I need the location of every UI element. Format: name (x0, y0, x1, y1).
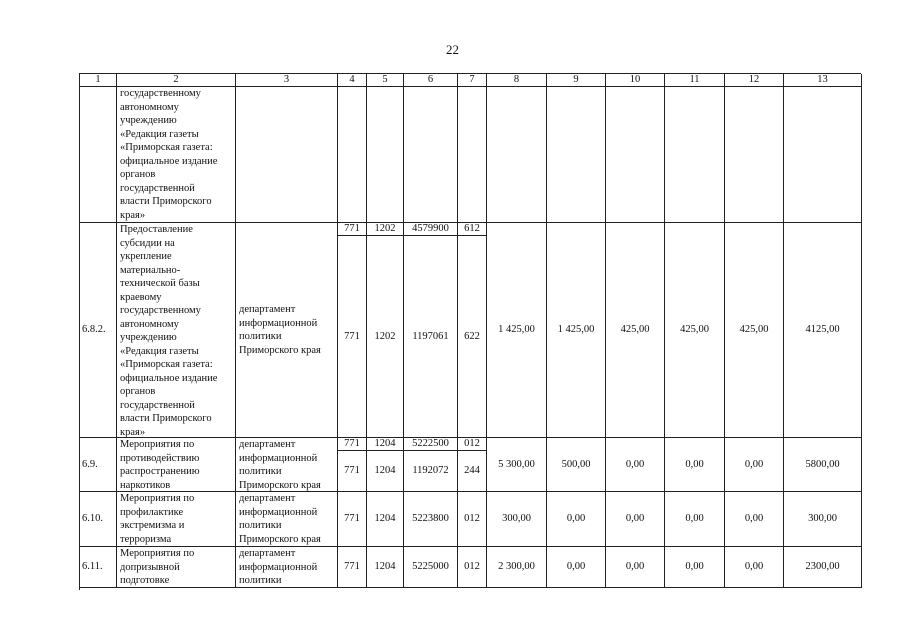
code-col-5: 1204 (367, 547, 404, 588)
value-col-8: 300,00 (487, 492, 547, 547)
cont-row-cell (665, 87, 725, 223)
cont-row-cell (338, 87, 367, 223)
row-description-6-9: Мероприятия по противодействию распространению наркотиков (117, 438, 236, 492)
value-col-11: 0,00 (665, 547, 725, 588)
code-col-5: 1202 (367, 223, 404, 236)
cont-row-cell (784, 87, 862, 223)
code-col-7: 612 (458, 223, 487, 236)
code-col-7: 012 (458, 492, 487, 547)
header-col-6: 6 (404, 74, 458, 87)
cont-row-cell (367, 87, 404, 223)
code-col-7: 244 (458, 451, 487, 492)
cont-row-cell (606, 87, 665, 223)
header-col-13: 13 (784, 74, 862, 87)
code-col-4: 771 (338, 438, 367, 451)
value-col-9: 0,00 (547, 492, 606, 547)
row-executor-6-8-2 (236, 223, 338, 438)
code-col-6: 1192072 (404, 451, 458, 492)
code-col-5: 1204 (367, 492, 404, 547)
value-col-10: 425,00 (606, 223, 665, 438)
value-col-11: 0,00 (665, 438, 725, 492)
header-col-7: 7 (458, 74, 487, 87)
row-number-6-9: 6.9. (80, 438, 117, 492)
code-col-6: 1197061 (404, 236, 458, 438)
row-executor-6-10: департамент информационной политики Приморского края (236, 492, 338, 547)
code-col-4: 771 (338, 547, 367, 588)
code-col-4: 771 (338, 492, 367, 547)
value-col-8: 2 300,00 (487, 547, 547, 588)
value-col-12: 425,00 (725, 223, 784, 438)
row-number-6-11: 6.11. (80, 547, 117, 588)
executor-text: департамент информационной политики Приморского края (239, 304, 321, 356)
code-col-4: 771 (338, 451, 367, 492)
code-col-6: 5223800 (404, 492, 458, 547)
header-col-5: 5 (367, 74, 404, 87)
value-col-11: 0,00 (665, 492, 725, 547)
budget-table (79, 73, 861, 590)
cont-row-cell (725, 87, 784, 223)
row-executor-6-11: департамент информационной политики (236, 547, 338, 588)
value-col-10: 0,00 (606, 438, 665, 492)
cont-row-number-cell (80, 87, 117, 223)
header-col-9: 9 (547, 74, 606, 87)
header-col-2: 2 (117, 74, 236, 87)
header-col-10: 10 (606, 74, 665, 87)
value-col-8: 1 425,00 (487, 223, 547, 438)
header-col-8: 8 (487, 74, 547, 87)
code-col-7: 012 (458, 547, 487, 588)
page-number: 22 (446, 42, 459, 57)
code-col-5: 1202 (367, 236, 404, 438)
value-col-12: 0,00 (725, 438, 784, 492)
row-description-6-8-2: Предоставление субсидии на укрепление материально- технической базы краевому государственному автономному учреждению «Редакция газеты «Приморская газета: официальное издание органов государственной власти Приморского края» (117, 223, 236, 438)
code-col-5: 1204 (367, 451, 404, 492)
code-col-5: 1204 (367, 438, 404, 451)
value-col-12: 0,00 (725, 547, 784, 588)
value-col-13: 2300,00 (784, 547, 862, 588)
code-col-4: 771 (338, 223, 367, 236)
code-col-7: 622 (458, 236, 487, 438)
row-number-6-8-2: 6.8.2. (80, 223, 117, 438)
cont-row-cell (404, 87, 458, 223)
row-description-6-11: Мероприятия по допризывной подготовке (117, 547, 236, 588)
code-col-6: 5222500 (404, 438, 458, 451)
value-col-10: 0,00 (606, 492, 665, 547)
code-col-7: 012 (458, 438, 487, 451)
value-col-13: 5800,00 (784, 438, 862, 492)
value-col-11: 425,00 (665, 223, 725, 438)
value-col-13: 4125,00 (784, 223, 862, 438)
row-executor-6-9: департамент информационной политики Приморского края (236, 438, 338, 492)
code-col-6: 5225000 (404, 547, 458, 588)
header-col-3: 3 (236, 74, 338, 87)
value-col-9: 0,00 (547, 547, 606, 588)
header-col-4: 4 (338, 74, 367, 87)
row-description-6-10: Мероприятия по профилактике экстремизма и терроризма (117, 492, 236, 547)
code-col-4: 771 (338, 236, 367, 438)
header-col-12: 12 (725, 74, 784, 87)
cont-row-description: государственному автономному учреждению «Редакция газеты «Приморская газета: официальное издание органов государственной власти Приморского края» (117, 87, 236, 223)
cont-row-executor-cell (236, 87, 338, 223)
value-col-10: 0,00 (606, 547, 665, 588)
code-col-6: 4579900 (404, 223, 458, 236)
row-number-6-10: 6.10. (80, 492, 117, 547)
cont-row-cell (547, 87, 606, 223)
cont-row-cell (487, 87, 547, 223)
value-col-13: 300,00 (784, 492, 862, 547)
value-col-12: 0,00 (725, 492, 784, 547)
value-col-8: 5 300,00 (487, 438, 547, 492)
header-col-11: 11 (665, 74, 725, 87)
value-col-9: 500,00 (547, 438, 606, 492)
header-col-1: 1 (80, 74, 117, 87)
value-col-9: 1 425,00 (547, 223, 606, 438)
cont-row-cell (458, 87, 487, 223)
